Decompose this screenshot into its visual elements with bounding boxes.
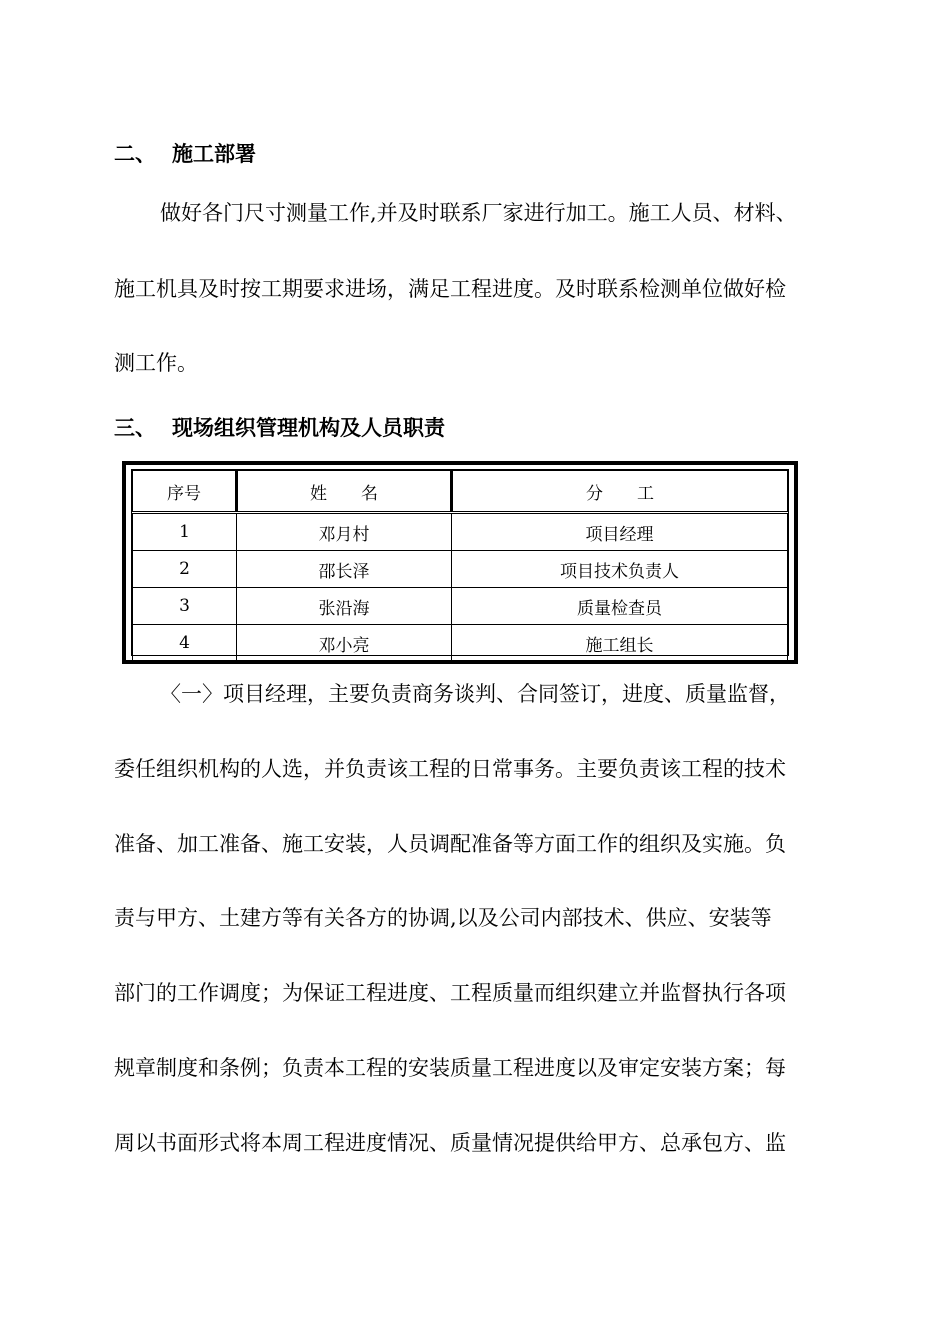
table-row: [133, 551, 788, 588]
cell-role: 质量检查员: [452, 588, 788, 625]
paragraph-1-line-3: 准备、加工准备、施工安装，人员调配准备等方面工作的组织及实施。负: [114, 832, 786, 856]
cell-role: 项目技术负责人: [452, 551, 788, 588]
header-role: 分 工: [452, 471, 788, 513]
paragraph-1-line-6: 规章制度和条例；负责本工程的安装质量工程进度以及审定安装方案；每: [114, 1056, 786, 1080]
cell-name: 邵长泽: [237, 551, 452, 588]
paragraph-1-line-1: 〈一〉项目经理，主要负责商务谈判、合同签订，进度、质量监督，: [160, 682, 790, 706]
paragraph-1-line-7: 周以书面形式将本周工程进度情况、质量情况提供给甲方、总承包方、监: [114, 1131, 786, 1155]
section-2-line-3: 测工作。: [114, 351, 198, 375]
cell-role: 项目经理: [452, 513, 788, 551]
table-row: [133, 588, 788, 625]
cell-role: 施工组长: [452, 625, 788, 662]
header-name: 姓 名: [237, 471, 452, 513]
paragraph-1-line-2: 委任组织机构的人选，并负责该工程的日常事务。主要负责该工程的技术: [114, 757, 786, 781]
staff-table: [122, 461, 798, 664]
cell-index: 4: [133, 625, 237, 662]
section-3-heading: [114, 412, 445, 442]
header-index: 序号: [133, 471, 237, 513]
section-3-title: 现场组织管理机构及人员职责: [172, 416, 445, 440]
cell-index: 2: [133, 551, 237, 588]
cell-name: 邓月村: [237, 513, 452, 551]
section-2-line-2: 施工机具及时按工期要求进场，满足工程进度。及时联系检测单位做好检: [114, 277, 786, 301]
cell-index: 1: [133, 513, 237, 551]
section-2-number: 二、: [114, 142, 156, 166]
table-row: [133, 625, 788, 662]
cell-name: 邓小亮: [237, 625, 452, 662]
cell-name: 张沿海: [237, 588, 452, 625]
paragraph-1-line-4: 责与甲方、土建方等有关各方的协调,以及公司内部技术、供应、安装等: [114, 906, 772, 930]
section-2-heading: [114, 138, 256, 168]
section-3-number: 三、: [114, 416, 156, 440]
table-row: [133, 513, 788, 551]
cell-index: 3: [133, 588, 237, 625]
section-2-title: 施工部署: [172, 142, 256, 166]
paragraph-1-line-5: 部门的工作调度；为保证工程进度、工程质量而组织建立并监督执行各项: [114, 981, 786, 1005]
table-header-row: [133, 471, 788, 513]
section-2-line-1: 做好各门尺寸测量工作,并及时联系厂家进行加工。施工人员、材料、: [160, 201, 797, 225]
